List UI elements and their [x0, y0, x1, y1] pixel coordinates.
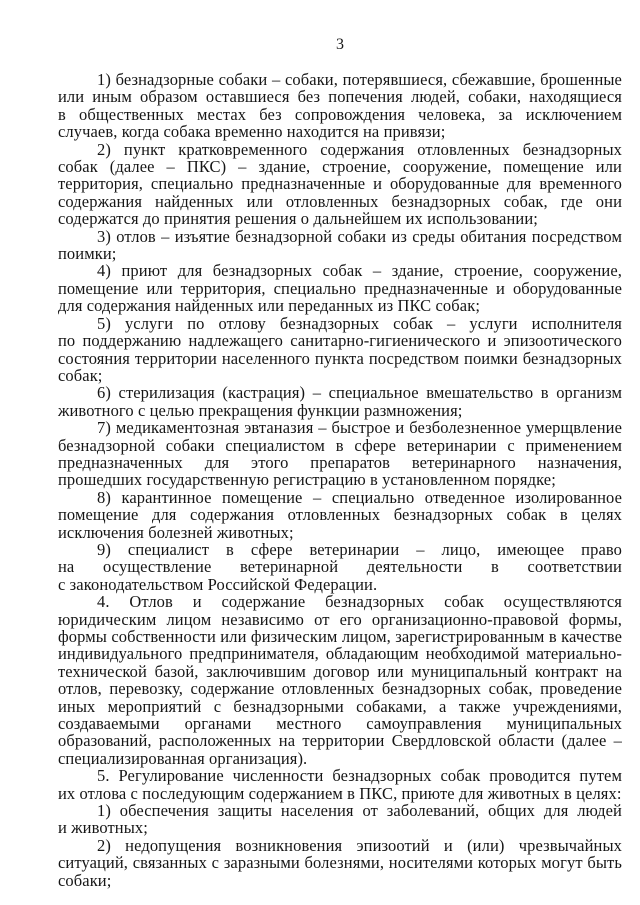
paragraph-item-5-population-regulation: 5. Регулирование численности безнадзорных собак проводится путем их отлова с последующим содержанием в ПКС, приюте для животных в целях: — [58, 766, 622, 803]
page-number: 3 — [336, 36, 344, 53]
paragraph-goal-1-protection: 1) обеспечения защиты населения от заболеваний, общих для людей и животных; — [58, 801, 622, 838]
document-body — [58, 71, 622, 889]
paragraph-definition-stray-dogs: 1) безнадзорные собаки – собаки, потерявшиеся, сбежавшие, брошенные или иным образом оставшиеся без попечения людей, собаки, находящиеся в общественных местах без сопровождения человека, за исключением случаев, когда собака временно находится на привязи; — [58, 70, 622, 142]
paragraph-definition-vet-specialist: 9) специалист в сфере ветеринарии – лицо, имеющее право на осуществление ветеринарной деятельности в соответствии с законодательством Российской Федерации. — [58, 539, 622, 594]
paragraph-definition-quarantine-room: 8) карантинное помещение – специально отведенное изолированное помещение для содержания отловленных безнадзорных собак в целях исключения болезней животных; — [58, 487, 622, 542]
paragraph-definition-catching-services: 5) услуги по отлову безнадзорных собак – услуги исполнителя по поддержанию надлежащего санитарно-гигиенического и эпизоотического состояния территории населенного пункта посредством поимки безнадзорных собак; — [58, 313, 622, 385]
paragraph-definition-sterilization: 6) стерилизация (кастрация) – специальное вмешательство в организм животного с целью прекращения функции размножения; — [58, 383, 622, 420]
paragraph-definition-pks: 2) пункт кратковременного содержания отловленных безнадзорных собак (далее – ПКС) – здание, строение, сооружение, помещение или территория, специально предназначенные и оборудованные для временного содержания найденных или отловленных безнадзорных собак, где они содержатся до принятия решения о дальнейшем их использовании; — [58, 139, 622, 229]
paragraph-goal-2-epizootics: 2) недопущения возникновения эпизоотий и (или) чрезвычайных ситуаций, связанных с заразными болезнями, носителями которых могут быть собаки; — [58, 835, 622, 890]
paragraph-definition-euthanasia: 7) медикаментозная эвтаназия – быстрое и безболезненное умерщвление безнадзорной собаки специалистом в сфере ветеринарии с применением предназначенных для этого препаратов ветеринарного назначения, прошедших государственную регистрацию в установленном порядке; — [58, 418, 622, 490]
paragraph-definition-catching: 3) отлов – изъятие безнадзорной собаки из среды обитания посредством поимки; — [58, 226, 622, 264]
paragraph-item-4-specialized-organization: 4. Отлов и содержание безнадзорных собак осуществляются юридическим лицом независимо от его организационно-правовой формы, формы собственности или физическим лицом, зарегистрированным в качестве индивидуального предпринимателя, обладающим необходимой материально-технической базой, заключившим договор или муниципальный контракт на отлов, перевозку, содержание отловленных безнадзорных собак, проведение иных мероприятий с безнадзорными собаками, а также учреждениями, создаваемыми органами местного самоуправления муниципальных образований, расположенных на территории Свердловской области (далее – специализированная организация). — [58, 592, 622, 768]
paragraph-definition-shelter: 4) приют для безнадзорных собак – здание, строение, сооружение, помещение или территория, специально предназначенные и оборудованные для содержания найденных или переданных из ПКС собак; — [58, 261, 622, 316]
